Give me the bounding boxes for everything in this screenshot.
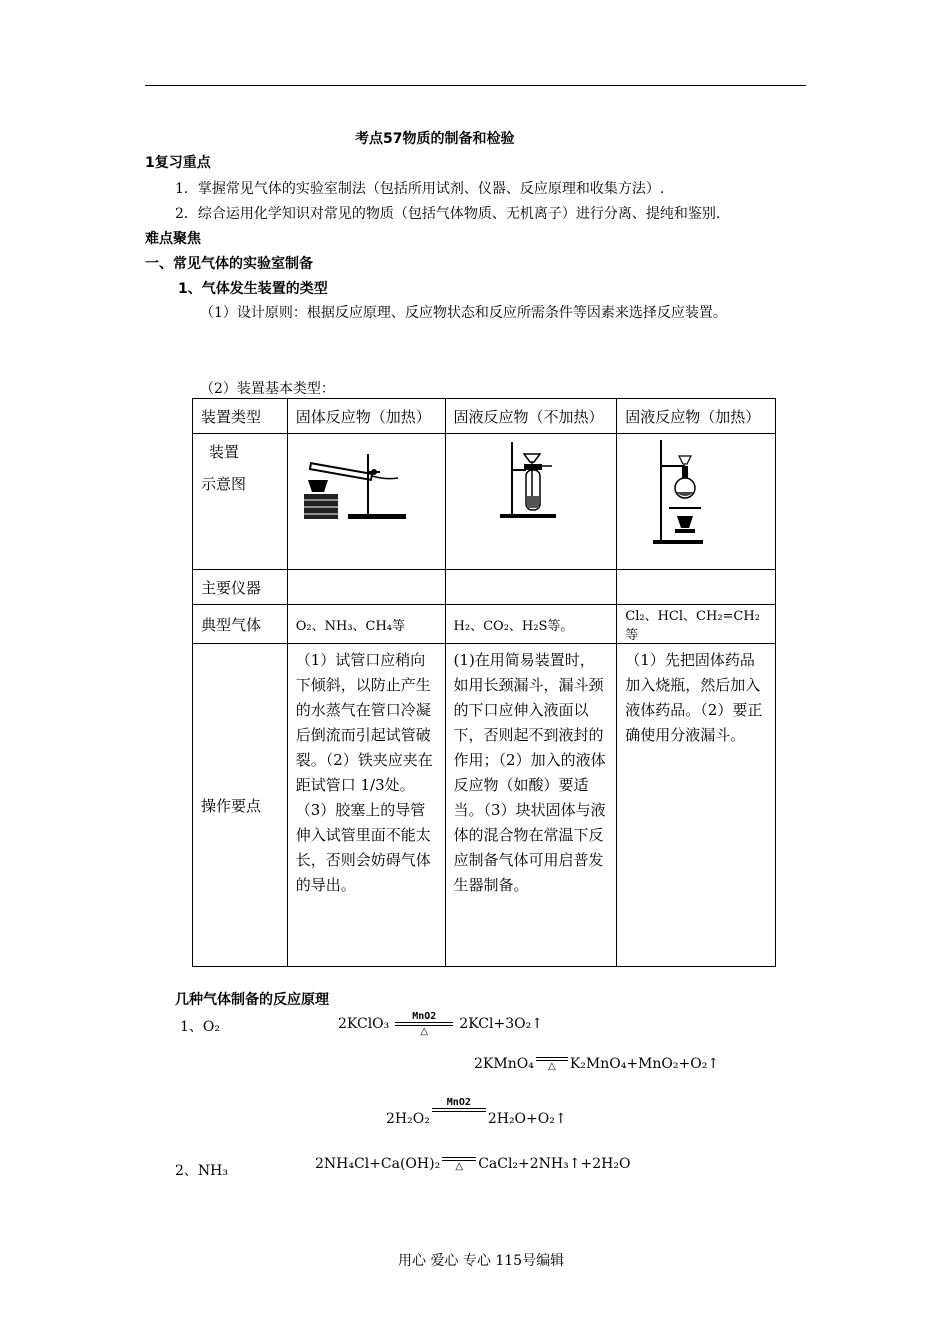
o2-label: 1、O₂ xyxy=(180,1019,220,1035)
reaction-condition xyxy=(395,1011,453,1037)
reactions-heading: 几种气体制备的反应原理 xyxy=(175,992,329,1008)
ops-row xyxy=(193,644,776,967)
diagram-cell-solid-heat xyxy=(287,434,445,570)
table-header-row xyxy=(193,399,776,434)
difficulty-heading: 难点聚焦 xyxy=(145,231,201,247)
review-item-2: 2．综合运用化学知识对常见的物质（包括气体物质、无机离子）进行分离、提纯和鉴别. xyxy=(175,206,721,222)
header-cell: 固液反应物（加热） xyxy=(617,399,776,434)
diagram-label-line1: 装置 xyxy=(209,443,240,461)
diagram-label-cell xyxy=(193,434,288,570)
catalyst-label: MnO2 xyxy=(446,1097,471,1108)
solid-liquid-heating-apparatus-image xyxy=(649,436,709,546)
instruments-row xyxy=(193,570,776,605)
catalyst-label: MnO2 xyxy=(412,1011,437,1022)
reaction-condition xyxy=(536,1057,568,1072)
design-principle: （1）设计原则：根据反应原理、反应物状态和反应所需条件等因素来选择反应装置。 xyxy=(200,305,727,321)
solid-heating-apparatus-image xyxy=(298,452,408,522)
solid-liquid-apparatus-image xyxy=(494,440,564,520)
diagram-label-line2: 示意图 xyxy=(201,475,247,493)
gas-cell: H₂、CO₂、H₂S等。 xyxy=(445,605,617,644)
header-rule xyxy=(145,85,806,86)
apparatus-table xyxy=(192,398,776,967)
instruments-cell xyxy=(445,570,617,605)
diagram-cell-solid-liquid xyxy=(445,434,617,570)
reaction-h2o2 xyxy=(386,1093,567,1127)
page-title: 考点57物质的制备和检验 xyxy=(355,131,515,147)
heat-symbol: △ xyxy=(547,1060,556,1072)
diagram-row xyxy=(193,434,776,570)
instruments-cell xyxy=(617,570,776,605)
instruments-cell xyxy=(287,570,445,605)
reaction-nh4cl xyxy=(315,1156,630,1172)
reaction-condition xyxy=(432,1097,486,1123)
reaction-products: 2H₂O+O₂↑ xyxy=(487,1111,567,1127)
review-item-1: 1．掌握常见气体的实验室制法（包括所用试剂、仪器、反应原理和收集方法）. xyxy=(175,181,665,197)
reaction-products: K₂MnO₄+MnO₂+O₂↑ xyxy=(569,1056,720,1072)
heat-symbol: △ xyxy=(455,1160,464,1172)
part1-heading: 一、常见气体的实验室制备 xyxy=(145,256,313,272)
diagram-cell-solid-liquid-heat xyxy=(617,434,776,570)
header-cell: 固体反应物（加热） xyxy=(287,399,445,434)
instruments-label: 主要仪器 xyxy=(193,570,288,605)
reaction-reactants: 2KClO₃ xyxy=(338,1016,390,1032)
reaction-kmno4 xyxy=(474,1056,719,1072)
reaction-reactants: 2NH₄Cl+Ca(OH)₂ xyxy=(315,1156,441,1172)
reaction-reactants: 2KMnO₄ xyxy=(474,1056,534,1072)
gas-cell: O₂、NH₃、CH₄等 xyxy=(287,605,445,644)
reaction-kclo3 xyxy=(338,1011,543,1037)
reaction-products: CaCl₂+2NH₃↑+2H₂O xyxy=(478,1156,631,1172)
ops-cell: （1）试管口应稍向下倾斜，以防止产生的水蒸气在管口冷凝后倒流而引起试管破裂。（2）铁夹应夹在距试管口 1/3处。（3）胶塞上的导管伸入试管里面不能太长，否则会妨碍气体的导出。 xyxy=(287,644,445,967)
reaction-condition xyxy=(442,1157,476,1172)
ops-label: 操作要点 xyxy=(193,644,288,967)
page-footer: 用心 爱心 专心 115号编辑 xyxy=(398,1253,565,1269)
ops-cell: （1）先把固体药品加入烧瓶，然后加入液体药品。（2）要正确使用分液漏斗。 xyxy=(617,644,776,967)
header-cell: 固液反应物（不加热） xyxy=(445,399,617,434)
reaction-reactants: 2H₂O₂ xyxy=(386,1111,430,1127)
gas-cell: Cl₂、HCl、CH₂=CH₂等 xyxy=(617,605,776,644)
header-cell: 装置类型 xyxy=(193,399,288,434)
gas-row xyxy=(193,605,776,644)
ops-cell: (1)在用简易装置时，如用长颈漏斗，漏斗颈的下口应伸入液面以下，否则起不到液封的作用；（2）加入的液体反应物（如酸）要适当。（3）块状固体与液体的混合物在常温下反应制备气体可用启普发生器制备。 xyxy=(445,644,617,967)
sub1-heading: 1、气体发生装置的类型 xyxy=(178,281,328,297)
heat-symbol: △ xyxy=(420,1026,429,1037)
gas-label: 典型气体 xyxy=(193,605,288,644)
section-heading-review: 1复习重点 xyxy=(145,155,211,171)
nh3-label: 2、NH₃ xyxy=(175,1163,228,1179)
types-label: （2）装置基本类型： xyxy=(200,381,335,397)
reaction-products: 2KCl+3O₂↑ xyxy=(459,1016,543,1032)
